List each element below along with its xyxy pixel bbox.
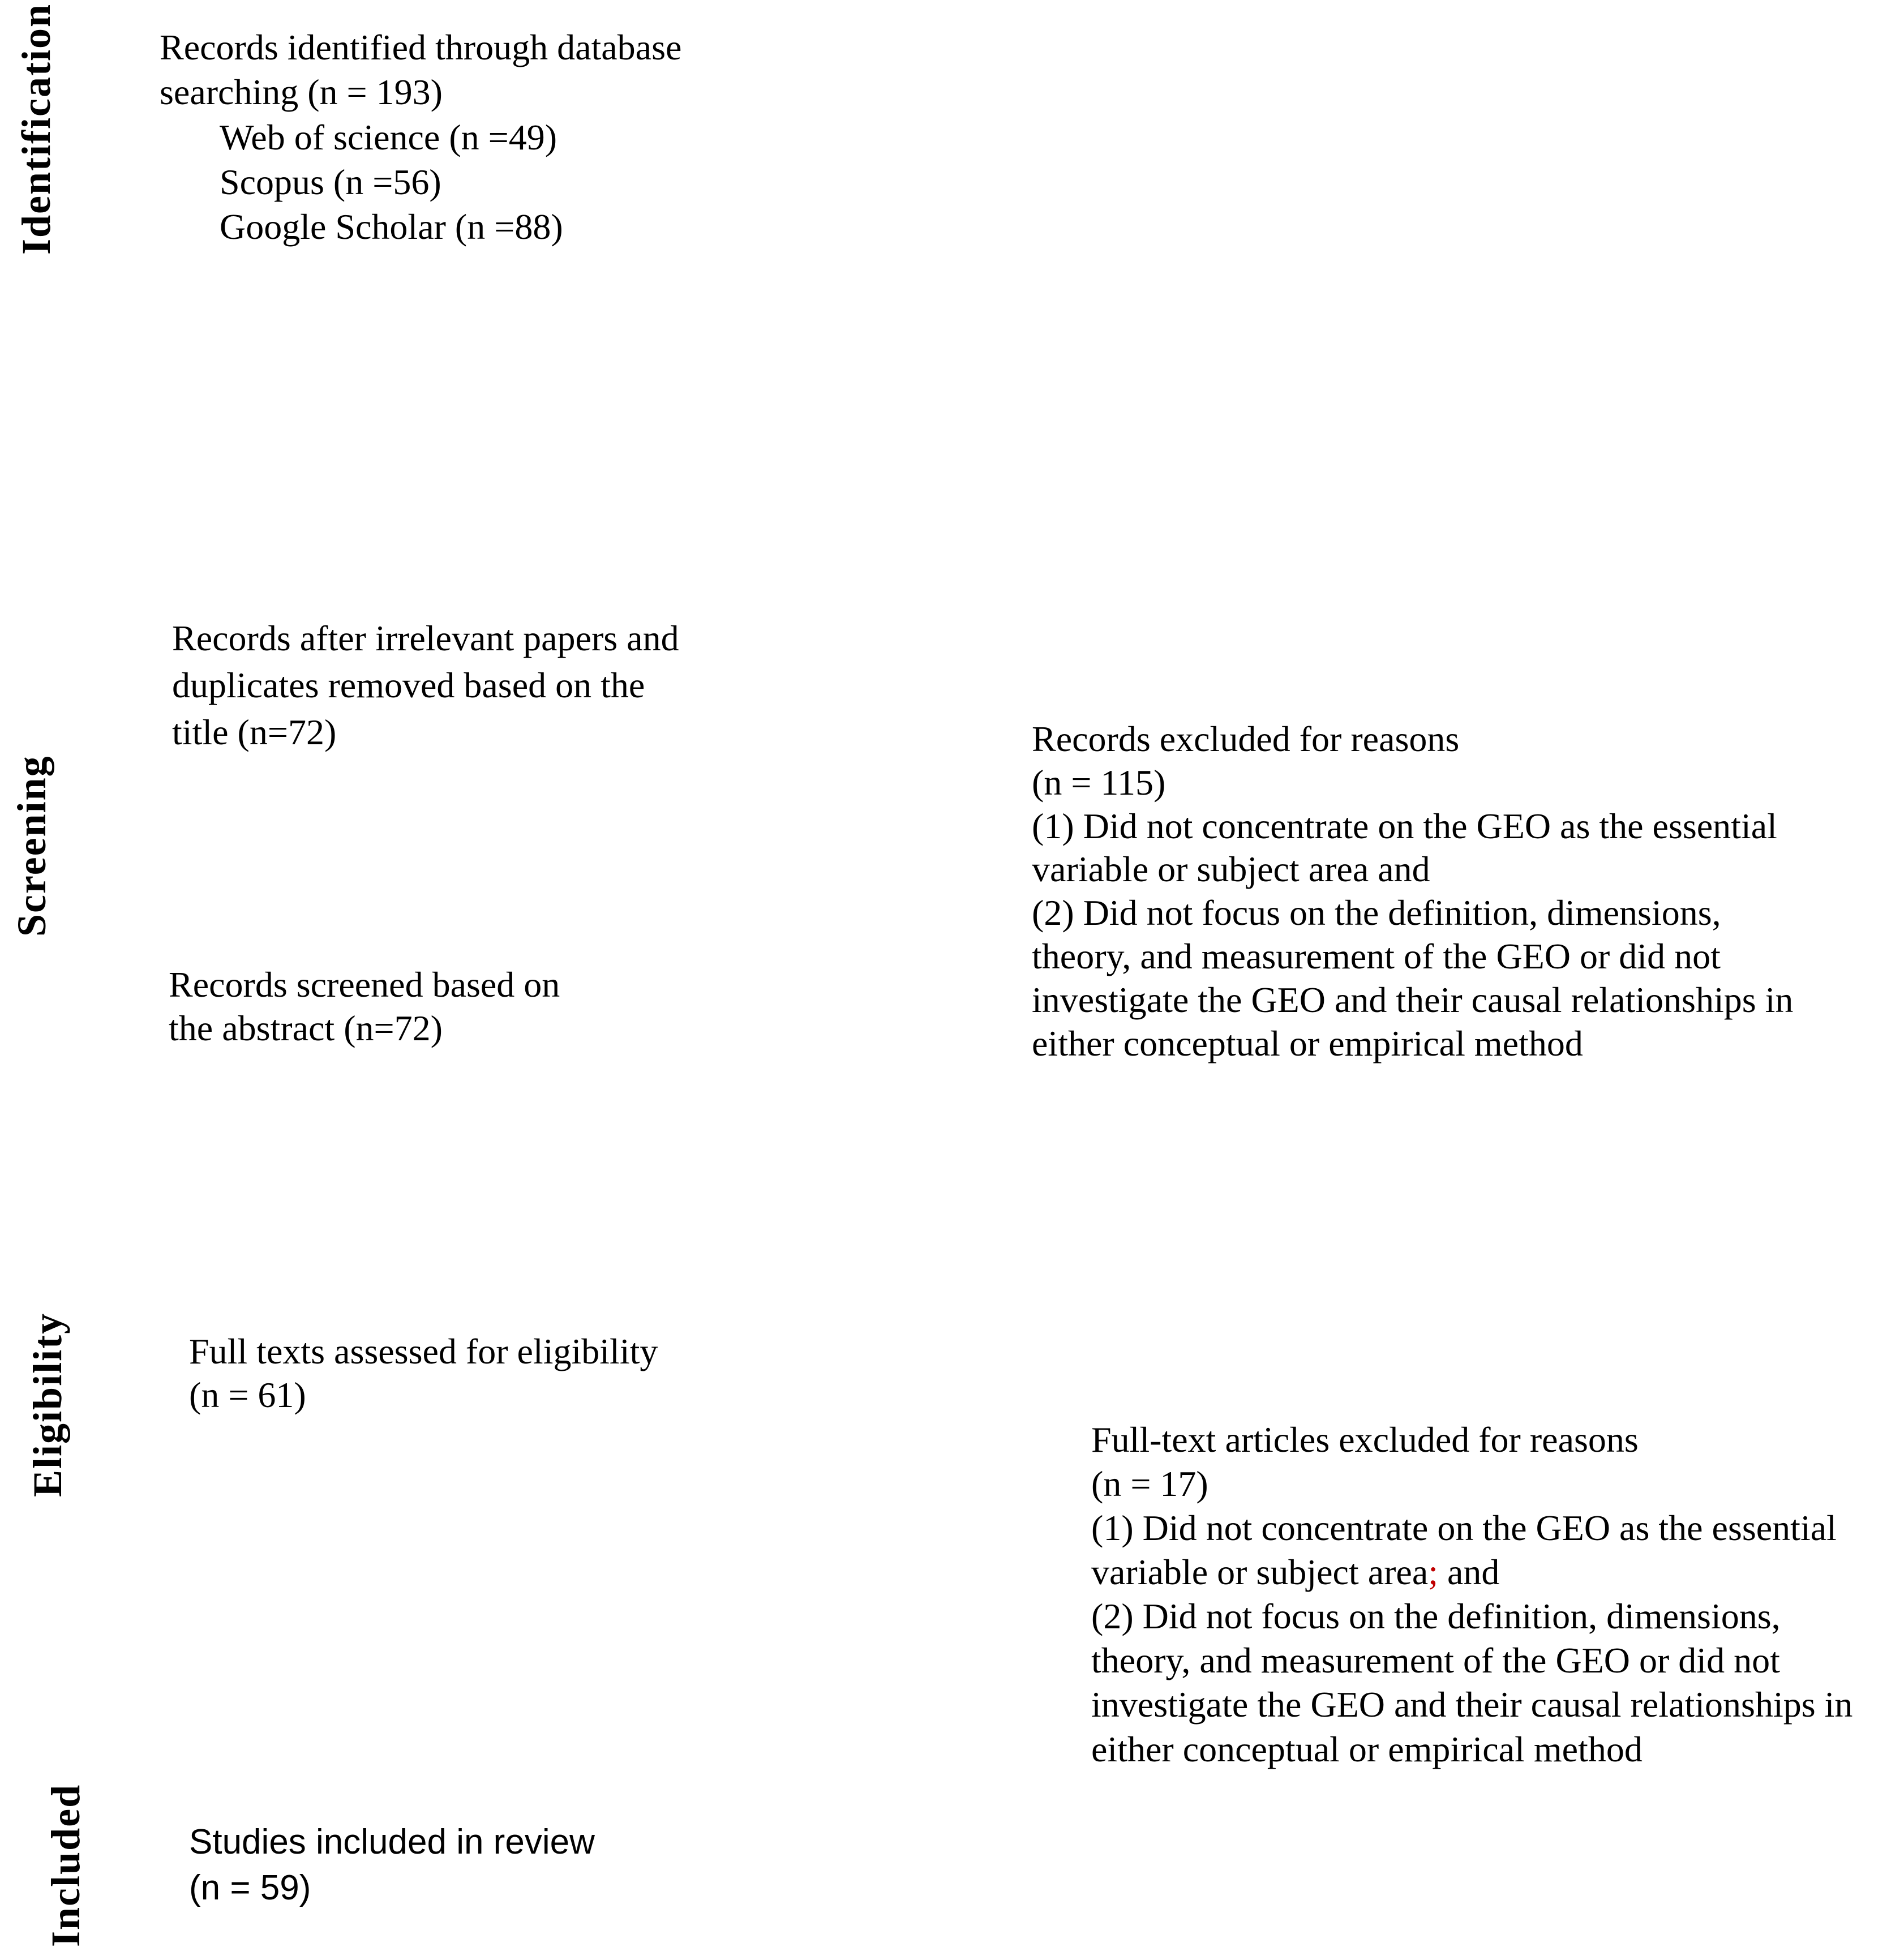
text-line: theory, and measurement of the GEO or did not: [1032, 936, 1721, 976]
records-excluded-box: [1032, 718, 1793, 1065]
text-line: (2) Did not focus on the definition, dimensions,: [1091, 1596, 1781, 1637]
text-line: duplicates removed based on the: [172, 665, 645, 706]
phase-label-eligibility: Eligibility: [25, 1312, 70, 1497]
text-line: (n = 115): [1032, 762, 1166, 803]
phase-label-screening: Screening: [9, 755, 54, 937]
text-line: (n = 61): [189, 1374, 306, 1415]
text-line: either conceptual or empirical method: [1032, 1023, 1583, 1063]
records-screened-abstract-box: [169, 963, 560, 1050]
source-scopus: Scopus (n =56): [220, 162, 441, 203]
identification-line: Records identified through database: [160, 27, 682, 67]
text-line: (n = 59): [189, 1868, 311, 1907]
phase-label-identification: Identification: [14, 3, 59, 255]
text-line: Full texts assessed for eligibility: [189, 1331, 658, 1371]
text-line: [1091, 1550, 1852, 1594]
text-line: Full-text articles excluded for reasons: [1091, 1419, 1639, 1460]
text-line: either conceptual or empirical method: [1091, 1729, 1643, 1769]
text-line: Studies included in review: [189, 1822, 595, 1862]
text-line: (1) Did not concentrate on the GEO as the essential: [1091, 1508, 1837, 1549]
text-fragment: and: [1438, 1552, 1500, 1593]
studies-included-box: [189, 1820, 595, 1911]
text-line: (n = 17): [1091, 1464, 1208, 1504]
full-texts-assessed-box: [189, 1330, 658, 1417]
source-web-of-science: Web of science (n =49): [220, 117, 558, 157]
text-line: theory, and measurement of the GEO or did not: [1091, 1640, 1780, 1681]
text-line: the abstract (n=72): [169, 1007, 443, 1048]
text-line: variable or subject area and: [1032, 849, 1430, 890]
text-line: Records after irrelevant papers and: [172, 618, 679, 658]
text-line: (1) Did not concentrate on the GEO as the essential: [1032, 805, 1777, 846]
identification-box: [160, 25, 681, 250]
text-line: title (n=72): [172, 712, 337, 753]
red-semicolon: ;: [1428, 1552, 1438, 1593]
fulltext-excluded-box: [1091, 1418, 1852, 1772]
text-fragment: variable or subject area: [1091, 1552, 1429, 1593]
identification-line: searching (n = 193): [160, 72, 443, 113]
text-line: Records excluded for reasons: [1032, 719, 1460, 759]
records-after-title-box: [172, 615, 679, 756]
text-line: investigate the GEO and their causal relationships in: [1032, 979, 1794, 1020]
source-google-scholar: Google Scholar (n =88): [220, 207, 563, 247]
text-line: investigate the GEO and their causal relationships in: [1091, 1684, 1853, 1725]
phase-label-included: Included: [43, 1783, 88, 1947]
text-line: (2) Did not focus on the definition, dimensions,: [1032, 893, 1721, 933]
text-line: Records screened based on: [169, 964, 560, 1005]
